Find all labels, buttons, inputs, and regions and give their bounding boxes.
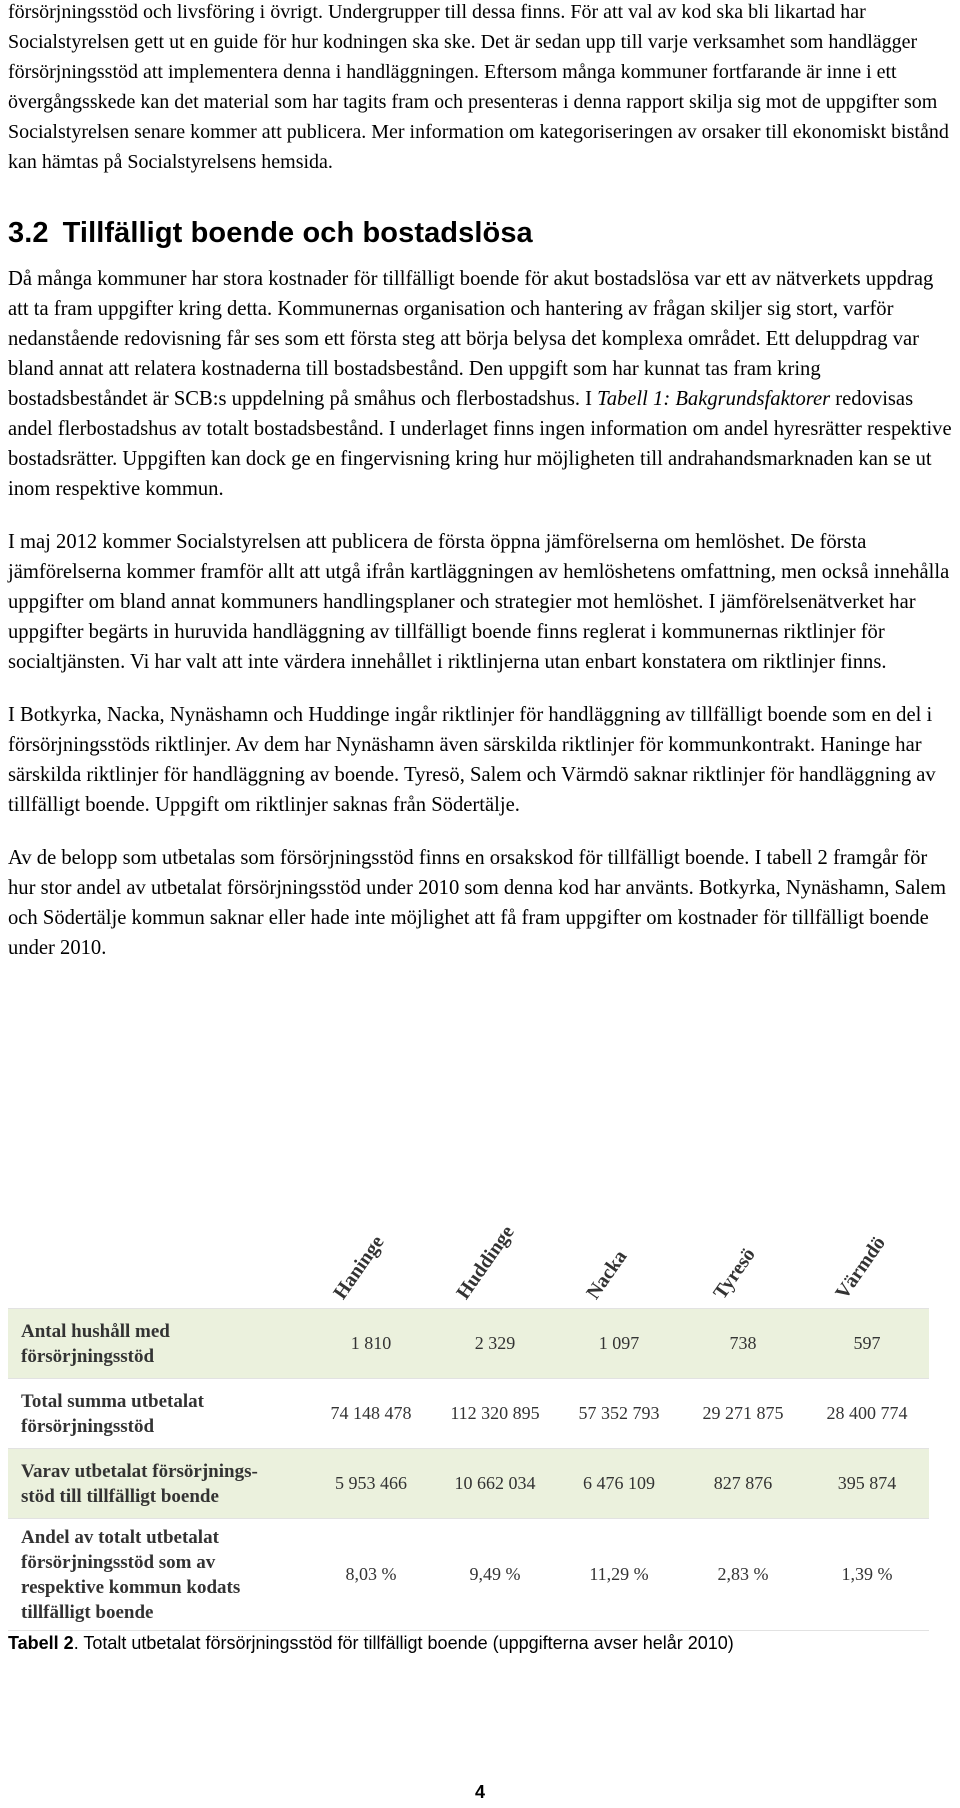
table-cell: 11,29 %	[557, 1519, 681, 1631]
section-paragraph-1	[8, 264, 956, 504]
section-paragraph-1-b: redovisas andel flerbostadshus av totalt bostadsbestånd. I underlaget finns ingen information om andel hyresrätter respektive bostadsrätter. Uppgiften kan dock ge en fingervisning kring hur möjligheten till andrahandsmarknaden kan se ut inom respektive kommun.	[8, 388, 952, 500]
document-page	[8, 0, 956, 963]
table-cell: 738	[681, 1309, 805, 1379]
row-label-line: tillfälligt boende	[21, 1601, 154, 1623]
row-label-line: respektive kommun kodats	[21, 1576, 241, 1598]
table-cell: 2 329	[433, 1309, 557, 1379]
section-title: Tillfälligt boende och bostadslösa	[62, 217, 533, 249]
intro-paragraph	[8, 0, 956, 177]
table-cell: 1 810	[309, 1309, 433, 1379]
column-header-tyreso: Tyresö	[709, 1244, 760, 1304]
table-row	[8, 1379, 929, 1449]
section-paragraph-1-a: Då många kommuner har stora kostnader för tillfälligt boende för akut bostadslösa var ett av nätverkets uppdrag att ta fram uppgifter kring detta. Kommunernas organisation och hantering av frågan skiljer sig stort, varför nedanstående redovisning får ses som ett första steg att börja belysa det komplexa området. Ett deluppdrag var bland annat att relatera kostnaderna till bostadsbestånd. Den uppgift som har kunnat tas fram kring bostadsbeståndet är SCB:s uppdelning på småhus och flerbostadshus. I	[8, 268, 934, 410]
row-label-line: stöd till tillfälligt boende	[21, 1485, 219, 1507]
table-row	[8, 1309, 929, 1379]
table-cell: 8,03 %	[309, 1519, 433, 1631]
row-label	[8, 1379, 309, 1449]
section-heading	[8, 216, 956, 250]
data-table	[8, 1308, 929, 1631]
table-caption-text: . Totalt utbetalat försörjningsstöd för tillfälligt boende (uppgifterna avser helår 2010)	[73, 1633, 734, 1653]
table-cell: 6 476 109	[557, 1449, 681, 1519]
table-cell: 395 874	[805, 1449, 929, 1519]
page-number: 4	[474, 1782, 485, 1802]
table-cell: 1 097	[557, 1309, 681, 1379]
data-table-container	[8, 1218, 920, 1631]
column-headers	[8, 1218, 920, 1308]
table-cell: 28 400 774	[805, 1379, 929, 1449]
column-header-haninge: Haninge	[329, 1231, 389, 1304]
row-label-line: Antal hushåll med	[21, 1320, 170, 1342]
table-caption-label: Tabell 2	[8, 1633, 74, 1653]
row-label-line: Andel av totalt utbetalat	[21, 1526, 219, 1548]
table-cell: 827 876	[681, 1449, 805, 1519]
table-caption	[8, 1631, 734, 1655]
table-cell: 112 320 895	[433, 1379, 557, 1449]
table-row	[8, 1519, 929, 1631]
table-cell: 1,39 %	[805, 1519, 929, 1631]
table-cell: 9,49 %	[433, 1519, 557, 1631]
column-header-huddinge: Huddinge	[452, 1221, 519, 1304]
section-paragraph-4: Av de belopp som utbetalas som försörjningsstöd finns en orsakskod för tillfälligt boende. I tabell 2 framgår för hur stor andel av utbetalat försörjningsstöd under 2010 som denna kod har använts. Botkyrka, Nynäshamn, Salem och Södertälje kommun saknar eller hade inte möjlighet att få fram uppgifter om kostnader för tillfälligt boende under 2010.	[8, 847, 946, 959]
section-paragraph-3: I Botkyrka, Nacka, Nynäshamn och Huddinge ingår riktlinjer för handläggning av tillfälligt boende som en del i försörjningsstöds riktlinjer. Av dem har Nynäshamn även särskilda riktlinjer för kommunkontrakt. Haninge har särskilda riktlinjer för handläggning av boende. Tyresö, Salem och Värmdö saknar riktlinjer för handläggning av tillfälligt boende. Uppgift om riktlinjer saknas från Södertälje.	[8, 704, 936, 816]
row-label-line: försörjningsstöd	[21, 1345, 155, 1367]
row-label-line: försörjningsstöd som av	[21, 1551, 216, 1573]
row-label	[8, 1309, 309, 1379]
row-label-line: Varav utbetalat försörjnings-	[21, 1460, 258, 1482]
section-body	[8, 264, 956, 963]
intro-paragraph-part1: försörjningsstöd och livsföring i övrigt. Undergrupper till dessa finns. För att val av kod ska bli likartad har Socialstyrelsen gett ut en guide för hur kodningen ska ske. Det är sedan upp till varje verksamhet som handlägger försörjningsstöd att implementera denna i handläggningen.	[8, 1, 918, 83]
column-header-varmdo: Värmdö	[831, 1232, 890, 1304]
column-header-nacka: Nacka	[582, 1246, 632, 1304]
row-label-line: försörjningsstöd	[21, 1415, 155, 1437]
table-cell: 2,83 %	[681, 1519, 805, 1631]
table-cell: 10 662 034	[433, 1449, 557, 1519]
table-cell: 5 953 466	[309, 1449, 433, 1519]
table-reference-link: Tabell 1: Bakgrundsfaktorer	[597, 388, 831, 410]
table-cell: 74 148 478	[309, 1379, 433, 1449]
table-cell: 597	[805, 1309, 929, 1379]
intro-paragraph-part2: Eftersom många kommuner fortfarande är inne i ett övergångsskede kan det material som har tagits fram och presenteras i denna rapport skilja sig mot de uppgifter som Socialstyrelsen senare kommer att publicera. Mer information om kategoriseringen av orsaker till ekonomiskt bistånd kan hämtas på Socialstyrelsens hemsida.	[8, 61, 949, 173]
row-label-line: Total summa utbetalat	[21, 1390, 204, 1412]
row-label	[8, 1449, 309, 1519]
table-cell: 57 352 793	[557, 1379, 681, 1449]
row-label	[8, 1519, 309, 1631]
table-cell: 29 271 875	[681, 1379, 805, 1449]
section-paragraph-2: I maj 2012 kommer Socialstyrelsen att publicera de första öppna jämförelserna om hemlöshet. De första jämförelserna kommer framför allt att utgå ifrån kartläggningen av hemlöshetens omfattning, men också innehålla uppgifter om bland annat kommuners handlingsplaner och strategier mot hemlöshet. I jämförelsenätverket har uppgifter begärts in huruvida handläggning av tillfälligt boende finns reglerat i kommunernas riktlinjer för socialtjänsten. Vi har valt att inte värdera innehållet i riktlinjerna utan enbart konstatera om riktlinjer finns.	[8, 531, 950, 673]
table-row	[8, 1449, 929, 1519]
section-number: 3.2	[8, 217, 49, 249]
